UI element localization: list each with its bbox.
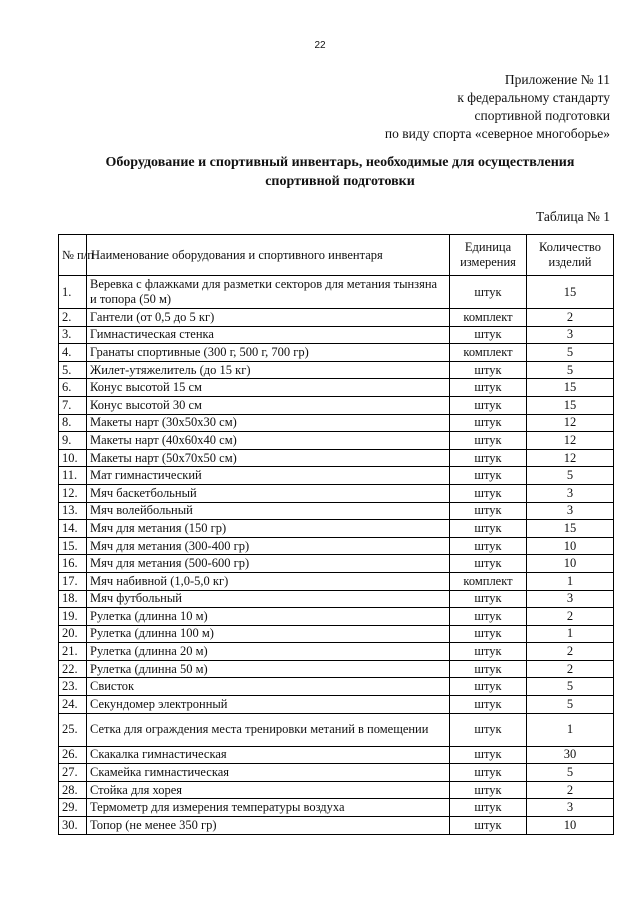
row-unit: штук — [450, 608, 527, 626]
row-number: 21. — [59, 643, 87, 661]
row-quantity: 3 — [527, 799, 614, 817]
row-unit: штук — [450, 379, 527, 397]
row-name: Рулетка (длинна 20 м) — [87, 643, 450, 661]
row-quantity: 3 — [527, 590, 614, 608]
table-row — [59, 764, 614, 782]
row-unit: штук — [450, 502, 527, 520]
row-unit: штук — [450, 555, 527, 573]
row-unit: штук — [450, 678, 527, 696]
row-name: Свисток — [87, 678, 450, 696]
header-number: № п/п — [59, 235, 87, 276]
row-quantity: 12 — [527, 414, 614, 432]
table-body — [59, 276, 614, 835]
row-unit: штук — [450, 817, 527, 835]
table-row — [59, 572, 614, 590]
row-number: 8. — [59, 414, 87, 432]
row-name: Термометр для измерения температуры воздуха — [87, 799, 450, 817]
row-unit: штук — [450, 781, 527, 799]
row-name: Сетка для ограждения места тренировки метаний в помещении — [87, 713, 450, 746]
table-row — [59, 449, 614, 467]
row-unit: штук — [450, 467, 527, 485]
row-quantity: 10 — [527, 537, 614, 555]
row-number: 14. — [59, 520, 87, 538]
table-row — [59, 537, 614, 555]
page-number: 22 — [314, 40, 326, 51]
row-number: 13. — [59, 502, 87, 520]
table-row — [59, 781, 614, 799]
row-number: 18. — [59, 590, 87, 608]
table-row — [59, 713, 614, 746]
row-unit: штук — [450, 713, 527, 746]
row-quantity: 5 — [527, 678, 614, 696]
table-row — [59, 520, 614, 538]
row-quantity: 5 — [527, 467, 614, 485]
row-unit: штук — [450, 520, 527, 538]
annex-line-3: спортивной подготовки — [474, 108, 610, 123]
row-unit: штук — [450, 537, 527, 555]
table-row — [59, 643, 614, 661]
table-row — [59, 326, 614, 344]
row-name: Конус высотой 30 см — [87, 396, 450, 414]
row-unit: штук — [450, 746, 527, 764]
row-name: Скакалка гимнастическая — [87, 746, 450, 764]
row-name: Мяч набивной (1,0-5,0 кг) — [87, 572, 450, 590]
row-quantity: 5 — [527, 764, 614, 782]
row-name: Стойка для хорея — [87, 781, 450, 799]
table-row — [59, 590, 614, 608]
row-name: Мяч для метания (300-400 гр) — [87, 537, 450, 555]
row-name: Секундомер электронный — [87, 696, 450, 714]
row-unit: штук — [450, 432, 527, 450]
row-name: Веревка с флажками для разметки секторов для метания тынзяна и топора (50 м) — [87, 276, 450, 309]
header-name: Наименование оборудования и спортивного инвентаря — [87, 235, 450, 276]
table-row — [59, 799, 614, 817]
row-unit: штук — [450, 590, 527, 608]
row-unit: штук — [450, 396, 527, 414]
row-number: 16. — [59, 555, 87, 573]
row-name: Гранаты спортивные (300 г, 500 г, 700 гр) — [87, 344, 450, 362]
row-number: 12. — [59, 484, 87, 502]
row-name: Скамейка гимнастическая — [87, 764, 450, 782]
row-unit: штук — [450, 326, 527, 344]
row-name: Макеты нарт (40х60х40 см) — [87, 432, 450, 450]
table-label: Таблица № 1 — [536, 209, 610, 224]
row-unit: комплект — [450, 309, 527, 327]
row-number: 26. — [59, 746, 87, 764]
row-quantity: 15 — [527, 379, 614, 397]
row-number: 2. — [59, 309, 87, 327]
row-quantity: 12 — [527, 432, 614, 450]
row-name: Жилет-утяжелитель (до 15 кг) — [87, 361, 450, 379]
row-quantity: 30 — [527, 746, 614, 764]
row-unit: комплект — [450, 344, 527, 362]
row-number: 25. — [59, 713, 87, 746]
row-quantity: 3 — [527, 502, 614, 520]
row-unit: штук — [450, 414, 527, 432]
table-row — [59, 608, 614, 626]
row-number: 23. — [59, 678, 87, 696]
row-number: 24. — [59, 696, 87, 714]
table-row — [59, 432, 614, 450]
row-number: 29. — [59, 799, 87, 817]
row-name: Топор (не менее 350 гр) — [87, 817, 450, 835]
row-number: 30. — [59, 817, 87, 835]
table-row — [59, 396, 614, 414]
header-unit: Единица измерения — [450, 235, 527, 276]
row-unit: штук — [450, 625, 527, 643]
document-title — [60, 153, 620, 191]
table-row — [59, 379, 614, 397]
row-quantity: 15 — [527, 520, 614, 538]
row-quantity: 10 — [527, 817, 614, 835]
row-quantity: 12 — [527, 449, 614, 467]
row-quantity: 3 — [527, 326, 614, 344]
row-quantity: 2 — [527, 643, 614, 661]
row-quantity: 3 — [527, 484, 614, 502]
row-name: Рулетка (длинна 100 м) — [87, 625, 450, 643]
document-title-line-2: спортивной подготовки — [265, 174, 415, 189]
row-number: 3. — [59, 326, 87, 344]
row-unit: штук — [450, 799, 527, 817]
table-header-row — [59, 235, 614, 276]
row-quantity: 10 — [527, 555, 614, 573]
row-unit: штук — [450, 660, 527, 678]
row-quantity: 5 — [527, 344, 614, 362]
row-number: 10. — [59, 449, 87, 467]
table-row — [59, 817, 614, 835]
row-unit: комплект — [450, 572, 527, 590]
row-quantity: 2 — [527, 309, 614, 327]
row-number: 1. — [59, 276, 87, 309]
row-name: Мяч волейбольный — [87, 502, 450, 520]
row-name: Гантели (от 0,5 до 5 кг) — [87, 309, 450, 327]
row-unit: штук — [450, 449, 527, 467]
annex-line-2: к федеральному стандарту — [457, 90, 610, 105]
table-row — [59, 484, 614, 502]
row-number: 15. — [59, 537, 87, 555]
row-number: 17. — [59, 572, 87, 590]
table-row — [59, 660, 614, 678]
table-row — [59, 696, 614, 714]
row-number: 5. — [59, 361, 87, 379]
row-number: 28. — [59, 781, 87, 799]
row-number: 6. — [59, 379, 87, 397]
table-row — [59, 344, 614, 362]
table-row — [59, 625, 614, 643]
table-row — [59, 502, 614, 520]
row-number: 9. — [59, 432, 87, 450]
row-quantity: 2 — [527, 660, 614, 678]
row-name: Мяч для метания (150 гр) — [87, 520, 450, 538]
row-quantity: 15 — [527, 396, 614, 414]
row-unit: штук — [450, 276, 527, 309]
row-number: 27. — [59, 764, 87, 782]
row-unit: штук — [450, 484, 527, 502]
annex-header — [385, 71, 610, 143]
table-row — [59, 555, 614, 573]
table-row — [59, 361, 614, 379]
header-quantity: Количество изделий — [527, 235, 614, 276]
document-title-line-1: Оборудование и спортивный инвентарь, необходимые для осуществления — [105, 155, 575, 170]
table-row — [59, 746, 614, 764]
row-quantity: 2 — [527, 781, 614, 799]
row-number: 7. — [59, 396, 87, 414]
row-unit: штук — [450, 764, 527, 782]
row-name: Рулетка (длинна 10 м) — [87, 608, 450, 626]
row-quantity: 5 — [527, 696, 614, 714]
row-number: 20. — [59, 625, 87, 643]
table-row — [59, 276, 614, 309]
table-row — [59, 678, 614, 696]
row-number: 19. — [59, 608, 87, 626]
row-number: 22. — [59, 660, 87, 678]
row-name: Мяч футбольный — [87, 590, 450, 608]
table-row — [59, 309, 614, 327]
table-row — [59, 414, 614, 432]
row-quantity: 1 — [527, 572, 614, 590]
row-name: Макеты нарт (50х70х50 см) — [87, 449, 450, 467]
row-name: Гимнастическая стенка — [87, 326, 450, 344]
row-name: Мяч баскетбольный — [87, 484, 450, 502]
row-quantity: 15 — [527, 276, 614, 309]
row-quantity: 1 — [527, 625, 614, 643]
equipment-table — [58, 234, 614, 835]
table-row — [59, 467, 614, 485]
annex-line-1: Приложение № 11 — [504, 72, 610, 87]
row-name: Конус высотой 15 см — [87, 379, 450, 397]
row-unit: штук — [450, 361, 527, 379]
row-unit: штук — [450, 643, 527, 661]
row-name: Мат гимнастический — [87, 467, 450, 485]
row-quantity: 2 — [527, 608, 614, 626]
row-name: Макеты нарт (30х50х30 см) — [87, 414, 450, 432]
row-number: 4. — [59, 344, 87, 362]
row-name: Мяч для метания (500-600 гр) — [87, 555, 450, 573]
row-number: 11. — [59, 467, 87, 485]
annex-line-4: по виду спорта «северное многоборье» — [384, 126, 610, 141]
row-quantity: 1 — [527, 713, 614, 746]
row-unit: штук — [450, 696, 527, 714]
row-name: Рулетка (длинна 50 м) — [87, 660, 450, 678]
row-quantity: 5 — [527, 361, 614, 379]
